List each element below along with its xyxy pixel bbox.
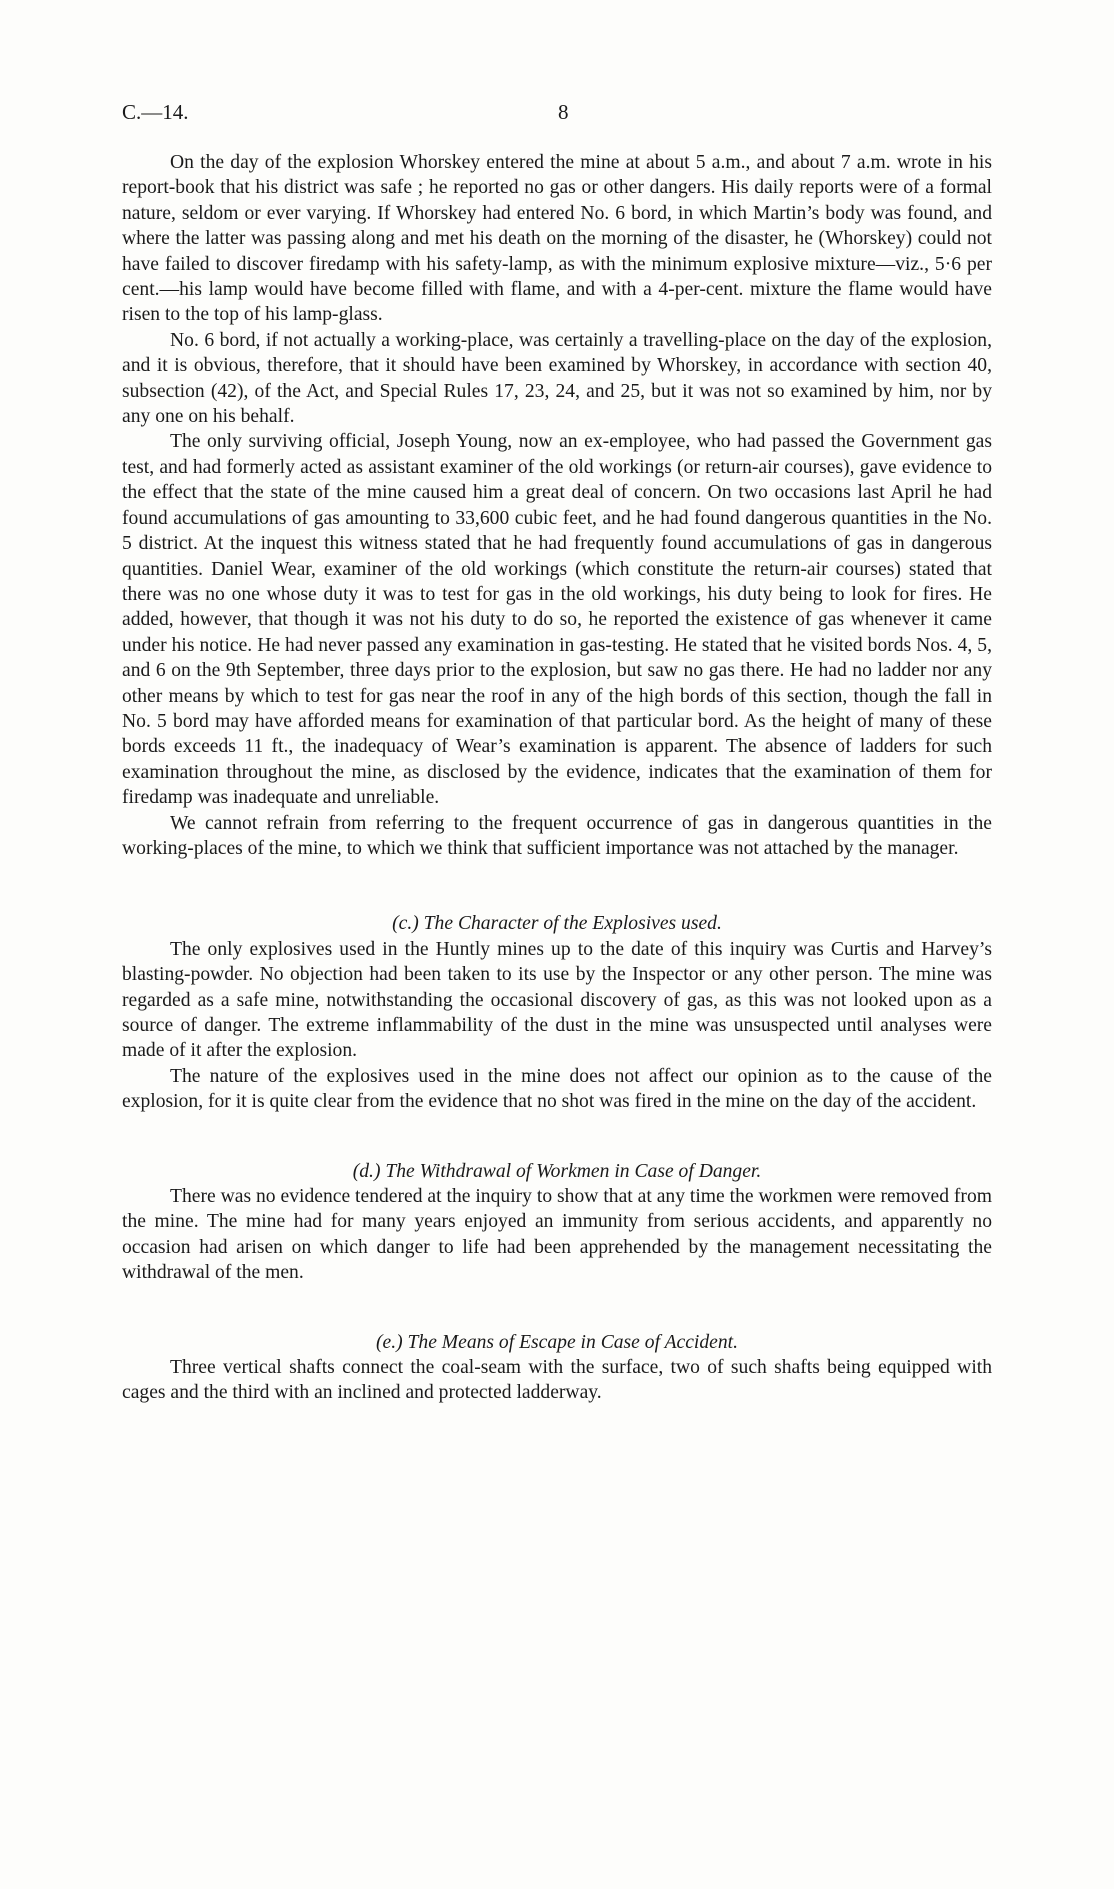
paragraph: The nature of the explosives used in the mine does not affect our opinion as to the cause of the explosion, for it is quite clear from the evidence that no shot was fired in the mine on the day of the accident. bbox=[122, 1065, 992, 1113]
paragraph: Three vertical shafts connect the coal-seam with the surface, two of such shafts being equipped with cages and the third with an inclined and protected ladderway. bbox=[122, 1357, 992, 1404]
paragraph: The only surviving official, Joseph Young, now an ex-employee, who had passed the Government gas test, and had formerly acted as assistant examiner of the old workings (or return-air courses), gave evidence to the effect that the state of the mine caused him a great deal of concern. On two occasions last April he had found accumulations of gas amounting to 33,600 cubic feet, and he had found dangerous quantities in the No. 5 district. At the inquest this witness stated that he had frequently found accumulations of gas in dangerous quantities. Daniel Wear, examiner of the old workings (which constitute the return-air courses) stated that there was no one whose duty it was to test for gas in the old workings, his duty being to look for fires. He added, however, that though it was not his duty to do so, he reported the existence of gas whenever it came under his notice. He had never passed any examination in gas-testing. He stated that he visited bords Nos. 4, 5, and 6 on the 9th September, three days prior to the explosion, but saw no gas there. He had no ladder nor any other means by which to test for gas near the roof in any of the high bords of this section, though the fall in No. 5 bord may have afforded means for examination of that particular bord. As the height of many of these bords exceeds 11 ft., the inadequacy of Wear’s examination is apparent. The absence of ladders for such examination throughout the mine, as disclosed by the evidence, indicates that the examination of them for firedamp was inadequate and unreliable. bbox=[122, 431, 992, 809]
page-number: 8 bbox=[558, 100, 569, 124]
section-spacer bbox=[122, 1115, 992, 1159]
section-heading-escape: (e.) The Means of Escape in Case of Accident. bbox=[375, 1331, 739, 1353]
page-body bbox=[122, 150, 992, 1406]
section-spacer bbox=[122, 1286, 992, 1330]
section-heading-withdrawal: (d.) The Withdrawal of Workmen in Case of Danger. bbox=[352, 1160, 762, 1182]
section-spacer bbox=[122, 861, 992, 911]
paragraph: There was no evidence tendered at the inquiry to show that at any time the workmen were removed from the mine. The mine had for many years enjoyed an immunity from serious accidents, and apparently no occasion had arisen on which danger to life had been apprehended by the management necessitating the withdrawal of the men. bbox=[122, 1186, 992, 1284]
document-reference: C.—14. bbox=[122, 100, 189, 124]
section-heading-explosives: (c.) The Character of the Explosives used. bbox=[392, 913, 722, 935]
paragraph: On the day of the explosion Whorskey entered the mine at about 5 a.m., and about 7 a.m. wrote in his report-book that his district was safe ; he reported no gas or other dangers. His daily reports were of a formal nature, seldom or ever varying. If Whorskey had entered No. 6 bord, in which Martin’s body was found, and where the latter was passing along and met his death on the morning of the disaster, he (Whorskey) could not have failed to discover firedamp with his safety-lamp, as with the minimum explosive mixture—viz., 5·6 per cent.—his lamp would have become filled with flame, and with a 4-per-cent. mixture the flame would have risen to the top of his lamp-glass. bbox=[122, 152, 992, 326]
paragraph: No. 6 bord, if not actually a working-place, was certainly a travelling-place on the day of the explosion, and it is obvious, therefore, that it should have been examined by Whorskey, in accordance with section 40, subsection (42), of the Act, and Special Rules 17, 23, 24, and 25, but it was not so examined by him, nor by any one on his behalf. bbox=[122, 329, 992, 428]
paragraph: We cannot refrain from referring to the frequent occurrence of gas in dangerous quantities in the working-places of the mine, to which we think that sufficient importance was not attached by the manager. bbox=[122, 812, 992, 859]
page-header bbox=[122, 100, 992, 130]
paragraph: The only explosives used in the Huntly mines up to the date of this inquiry was Curtis and Harvey’s blasting-powder. No objection had been taken to its use by the Inspector or any other person. The mine was regarded as a safe mine, notwithstanding the occasional discovery of gas, as this was not looked upon as a source of danger. The extreme inflammability of the dust in the mine was unsuspected until analyses were made of it after the explosion. bbox=[122, 938, 992, 1062]
